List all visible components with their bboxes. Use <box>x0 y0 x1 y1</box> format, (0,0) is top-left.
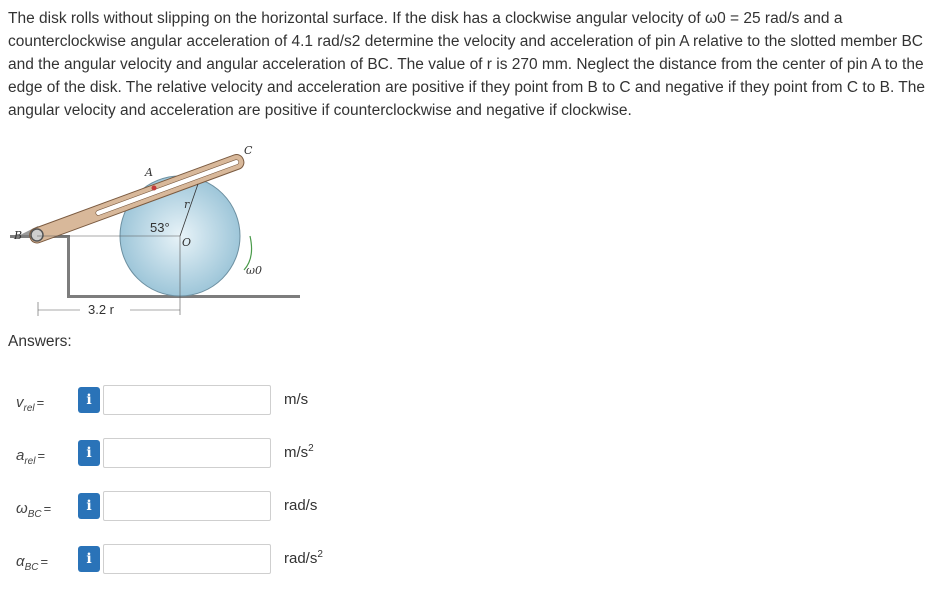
info-icon[interactable]: i <box>78 440 100 466</box>
label-C: C <box>244 144 253 157</box>
alpha-bc-input[interactable] <box>103 544 271 574</box>
unit-vrel: m/s <box>284 391 309 408</box>
answer-row-arel <box>0 438 945 472</box>
arel-input[interactable] <box>103 438 271 468</box>
label-A: A <box>145 166 153 179</box>
variable-vrel: $v_{rel}$ = <box>16 394 45 414</box>
info-icon[interactable]: i <box>78 546 100 572</box>
label-omega: ω0 <box>246 264 262 277</box>
unit-alpha-bc: rad/$s^2$ <box>284 549 323 567</box>
label-B: B <box>14 229 23 242</box>
pin-B <box>31 229 43 241</box>
unit-omega-bc: rad/s <box>284 497 318 514</box>
label-angle: 53° <box>150 220 170 235</box>
pin-A <box>152 186 157 191</box>
problem-statement <box>8 7 938 122</box>
vrel-input[interactable] <box>103 385 271 415</box>
answers-label: Answers: <box>8 333 72 350</box>
dimension-label: 3.2 r <box>88 302 115 317</box>
mechanism-figure <box>0 140 310 325</box>
omega-bc-input[interactable] <box>103 491 271 521</box>
info-icon[interactable]: i <box>78 493 100 519</box>
label-r: r <box>184 198 190 211</box>
problem-text: The disk rolls without slipping on the horizontal surface. If the disk has a clockwise angular velocity of ω0 = 25 rad/s and a counterclockwise angular acceleration of 4.1 rad/s2 determine the velocity and acceleration of pin A relative to the slotted member BC and the angular velocity and angular acceleration of BC. The value of r is 270 mm. Neglect the distance from the center of pin A to the edge of the disk. The relative velocity and acceleration are positive if they point from B to C and negative if they point from C to B. The angular velocity and acceleration are positive if counterclockwise and negative if clockwise. <box>8 10 926 119</box>
answer-row-alpha-bc <box>0 544 945 578</box>
label-O: O <box>182 236 192 249</box>
variable-arel: $a_{rel}$ = <box>16 447 46 467</box>
variable-alpha-bc: $\alpha_{BC}$ = <box>16 553 49 573</box>
answer-row-vrel <box>0 385 945 419</box>
answer-row-omega-bc <box>0 491 945 525</box>
info-icon[interactable]: i <box>78 387 100 413</box>
variable-omega-bc: $\omega_{BC}$ = <box>16 500 52 520</box>
unit-arel: $m/s^2$ <box>284 443 314 461</box>
